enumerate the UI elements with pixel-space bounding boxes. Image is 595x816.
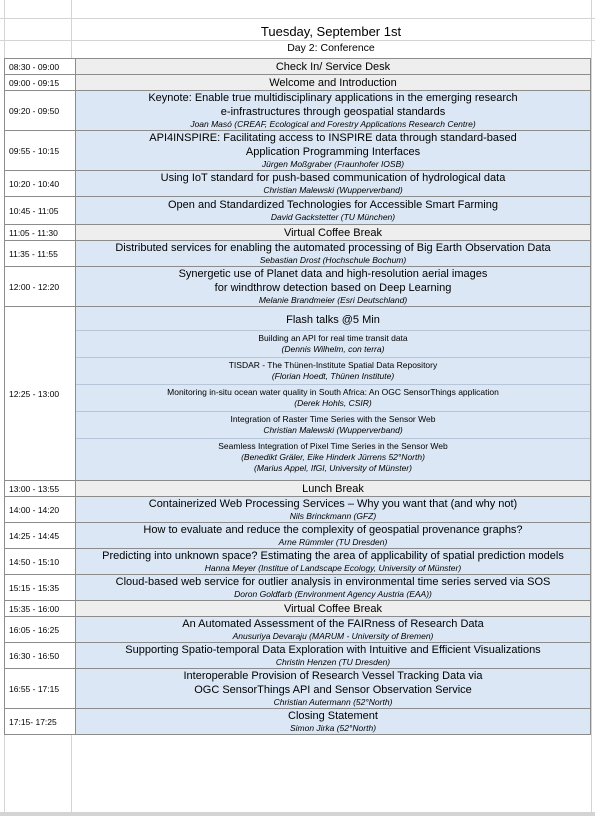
session-cell	[76, 75, 591, 91]
grid-line	[0, 40, 595, 41]
flash-talk-item	[76, 330, 590, 357]
session-cell	[76, 91, 591, 131]
schedule-row	[5, 59, 591, 75]
session-cell	[76, 709, 591, 735]
speaker: Jürgen Moßgraber (Fraunhofer IOSB)	[261, 159, 405, 169]
flash-talk-item	[76, 357, 590, 384]
session-title: Using IoT standard for push-based communication of hydrological data	[160, 172, 506, 184]
session-title: Virtual Coffee Break	[283, 602, 383, 615]
time-slot: 12:00 - 12:20	[5, 267, 76, 307]
session-title: Predicting into unknown space? Estimating the area of applicability of spatial prediction models	[102, 550, 564, 562]
flash-talk-speaker: (Florian Hoedt, Thünen Institute)	[271, 371, 395, 381]
schedule-row	[5, 669, 591, 709]
session-cell	[76, 267, 591, 307]
speaker: Anusuriya Devaraju (MARUM - University of Bremen)	[232, 631, 434, 641]
time-slot: 12:25 - 13:00	[5, 307, 76, 481]
session-cell	[76, 523, 591, 549]
time-slot: 15:35 - 16:00	[5, 601, 76, 617]
speaker: Doron Goldfarb (Environment Agency Austria (EAA))	[234, 589, 432, 599]
flash-talk-title: Integration of Raster Time Series with the Sensor Web	[230, 414, 436, 424]
schedule-row	[5, 307, 591, 481]
session-title: An Automated Assessment of the FAIRness of Research Data	[182, 618, 484, 630]
time-slot: 13:00 - 13:55	[5, 481, 76, 497]
schedule-row	[5, 643, 591, 669]
session-title: Closing Statement	[288, 710, 378, 722]
flash-talk-item	[76, 438, 590, 476]
session-title: Check In/ Service Desk	[275, 60, 391, 73]
flash-talk-item	[76, 384, 590, 411]
session-cell	[76, 575, 591, 601]
session-cell	[76, 171, 591, 197]
session-title: Application Programming Interfaces	[245, 146, 421, 158]
time-slot: 16:30 - 16:50	[5, 643, 76, 669]
session-title: Distributed services for enabling the automated processing of Big Earth Observation Data	[115, 242, 551, 254]
flash-talk-speaker: (Marius Appel, IfGI, University of Münster)	[254, 463, 412, 473]
session-title: Virtual Coffee Break	[283, 226, 383, 239]
speaker: Christin Henzen (TU Dresden)	[275, 657, 391, 667]
speaker: Arne Rümmler (TU Dresden)	[278, 537, 388, 547]
session-title: Welcome and Introduction	[269, 76, 397, 89]
session-title: Keynote: Enable true multidisciplinary applications in the emerging research	[148, 92, 518, 104]
session-title: e-infrastructures through geospatial standards	[220, 106, 446, 118]
speaker: Christian Autermann (52°North)	[273, 697, 393, 707]
schedule-row	[5, 75, 591, 91]
session-cell	[76, 59, 591, 75]
time-slot: 16:05 - 16:25	[5, 617, 76, 643]
time-slot: 14:50 - 15:10	[5, 549, 76, 575]
time-slot: 10:45 - 11:05	[5, 197, 76, 225]
schedule-row	[5, 225, 591, 241]
grid-line	[0, 18, 595, 19]
session-title: How to evaluate and reduce the complexity of geospatial provenance graphs?	[143, 524, 523, 536]
time-slot: 15:15 - 15:35	[5, 575, 76, 601]
schedule-row	[5, 601, 591, 617]
session-cell	[76, 617, 591, 643]
schedule-row	[5, 497, 591, 523]
flash-talk-speaker: (Derek Hohls, CSIR)	[294, 398, 372, 408]
speaker: Sebastian Drost (Hochschule Bochum)	[259, 255, 407, 265]
schedule-row	[5, 709, 591, 735]
schedule-date: Tuesday, September 1st	[260, 24, 402, 39]
session-title: Interoperable Provision of Research Vessel Tracking Data via	[183, 670, 483, 682]
time-slot: 10:20 - 10:40	[5, 171, 76, 197]
session-cell	[76, 481, 591, 497]
schedule-table	[4, 58, 591, 735]
session-title: Containerized Web Processing Services – Why you want that (and why not)	[148, 498, 518, 510]
session-cell	[76, 241, 591, 267]
session-title: for windthrow detection based on Deep Learning	[214, 282, 452, 294]
session-title: Open and Standardized Technologies for Accessible Smart Farming	[168, 199, 498, 211]
speaker: Melanie Brandmeier (Esri Deutschland)	[258, 295, 408, 305]
flash-talk-title: TISDAR - The Thünen-Institute Spatial Data Repository	[228, 360, 438, 370]
session-cell	[76, 669, 591, 709]
time-slot: 09:55 - 10:15	[5, 131, 76, 171]
schedule-row	[5, 171, 591, 197]
session-cell	[76, 549, 591, 575]
speaker: Joan Masó (CREAF, Ecological and Forestry Applications Research Centre)	[190, 119, 476, 129]
schedule-subtitle: Day 2: Conference	[287, 42, 375, 54]
time-slot: 14:25 - 14:45	[5, 523, 76, 549]
schedule-row	[5, 91, 591, 131]
speaker: Christian Malewski (Wupperverband)	[263, 185, 403, 195]
session-cell	[76, 225, 591, 241]
time-slot: 17:15- 17:25	[5, 709, 76, 735]
session-cell	[76, 497, 591, 523]
speaker: Hanna Meyer (Institue of Landscape Ecology, University of Münster)	[204, 563, 462, 573]
schedule-row	[5, 523, 591, 549]
session-cell	[76, 601, 591, 617]
schedule-row	[5, 197, 591, 225]
flash-talk-title: Building an API for real time transit data	[258, 333, 408, 343]
speaker: Nils Brinckmann (GFZ)	[289, 511, 377, 521]
time-slot: 08:30 - 09:00	[5, 59, 76, 75]
time-slot: 11:35 - 11:55	[5, 241, 76, 267]
schedule-row	[5, 575, 591, 601]
schedule-row	[5, 131, 591, 171]
flash-talk-speaker: (Dennis Wilhelm, con terra)	[281, 344, 385, 354]
time-slot: 16:55 - 17:15	[5, 669, 76, 709]
schedule-row	[5, 267, 591, 307]
flash-talk-speaker: (Benedikt Gräler, Eike Hinderk Jürrens 52°North)	[241, 452, 425, 462]
session-cell	[76, 131, 591, 171]
schedule-row	[5, 481, 591, 497]
session-title: OGC SensorThings API and Sensor Observation Service	[194, 684, 472, 696]
schedule-row	[5, 617, 591, 643]
session-cell	[76, 197, 591, 225]
session-title: Lunch Break	[302, 482, 364, 495]
time-slot: 14:00 - 14:20	[5, 497, 76, 523]
time-slot: 09:20 - 09:50	[5, 91, 76, 131]
time-slot: 11:05 - 11:30	[5, 225, 76, 241]
flash-talks-cell	[76, 307, 591, 481]
sheet-bottom-edge	[0, 812, 595, 816]
flash-talk-title: Seamless Integration of Pixel Time Series in the Sensor Web	[218, 441, 448, 451]
speaker: David Gackstetter (TU München)	[270, 212, 396, 222]
schedule-row	[5, 241, 591, 267]
grid-line	[591, 0, 592, 816]
session-title: Supporting Spatio-temporal Data Exploration with Intuitive and Efficient Visualizations	[125, 644, 541, 656]
flash-talks-title: Flash talks @5 Min	[286, 314, 380, 326]
flash-talk-title: Monitoring in-situ ocean water quality in South Africa: An OGC SensorThings application	[167, 387, 499, 397]
session-title: Cloud-based web service for outlier analysis in environmental time series served via SOS	[115, 576, 551, 588]
time-slot: 09:00 - 09:15	[5, 75, 76, 91]
session-title: Synergetic use of Planet data and high-resolution aerial images	[178, 268, 488, 280]
flash-talk-item	[76, 411, 590, 438]
flash-talk-speaker: Christian Malewski (Wupperverband)	[263, 425, 403, 435]
schedule-row	[5, 549, 591, 575]
session-cell	[76, 643, 591, 669]
session-title: API4INSPIRE: Facilitating access to INSPIRE data through standard-based	[149, 132, 517, 144]
speaker: Simon Jirka (52°North)	[289, 723, 377, 733]
